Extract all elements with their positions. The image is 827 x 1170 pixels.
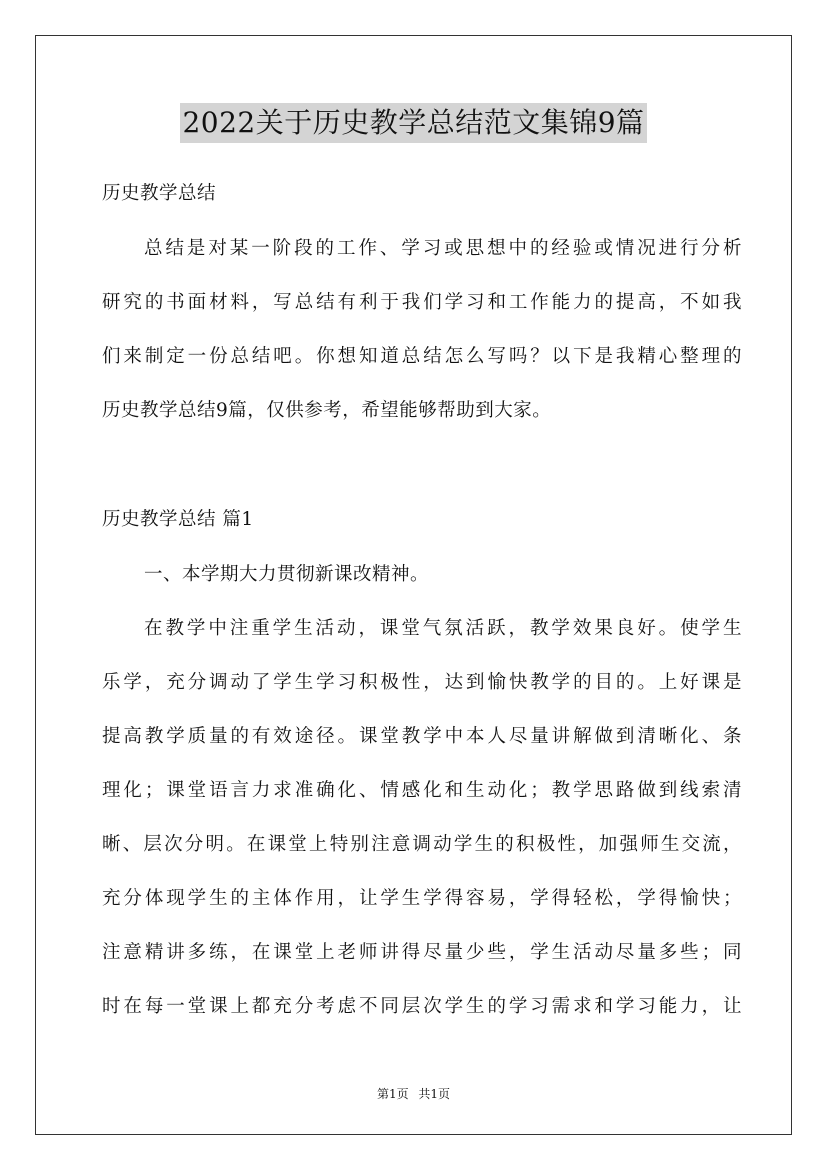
- body-line-5: 晰、层次分明。在课堂上特别注意调动学生的积极性，加强师生交流，: [102, 834, 742, 855]
- body-line-1: 在教学中注重学生活动，课堂气氛活跃，教学效果良好。使学生: [144, 618, 742, 639]
- intro-line-2: 研究的书面材料，写总结有利于我们学习和工作能力的提高，不如我: [102, 292, 742, 313]
- intro-line-1: 总结是对某一阶段的工作、学习或思想中的经验或情况进行分析: [144, 238, 742, 259]
- body-line-3: 提高教学质量的有效途径。课堂教学中本人尽量讲解做到清晰化、条: [102, 726, 742, 747]
- body-line-8: 时在每一堂课上都充分考虑不同层次学生的学习需求和学习能力，让: [102, 996, 742, 1017]
- intro-line-3: 们来制定一份总结吧。你想知道总结怎么写吗？以下是我精心整理的: [102, 346, 742, 367]
- intro-line-4: 历史教学总结9篇，仅供参考，希望能够帮助到大家。: [102, 400, 552, 421]
- section-heading: 历史教学总结: [102, 183, 217, 204]
- body-line-2: 乐学，充分调动了学生学习积极性，达到愉快教学的目的。上好课是: [102, 672, 742, 693]
- page-number: 第1页: [376, 1087, 409, 1101]
- point-heading: 一、本学期大力贯彻新课改精神。: [144, 564, 430, 585]
- article-heading: 历史教学总结 篇1: [102, 509, 254, 530]
- body-line-4: 理化；课堂语言力求准确化、情感化和生动化；教学思路做到线索清: [102, 780, 742, 801]
- body-line-6: 充分体现学生的主体作用，让学生学得容易，学得轻松，学得愉快；: [102, 888, 742, 909]
- body-line-7: 注意精讲多练，在课堂上老师讲得尽量少些，学生活动尽量多些；同: [102, 942, 742, 963]
- page-total: 共1页: [418, 1087, 451, 1101]
- document-title-block: [0, 102, 827, 143]
- document-title: 2022关于历史教学总结范文集锦9篇: [180, 103, 646, 143]
- page-footer: [0, 1086, 827, 1102]
